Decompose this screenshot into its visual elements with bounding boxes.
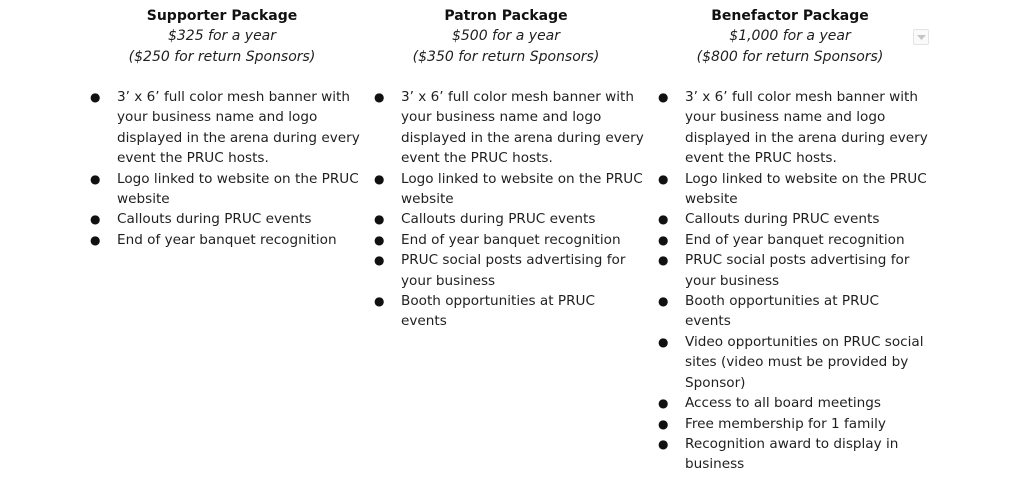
benefit-text: 3’ x 6’ full color mesh banner with your business name and logo displayed in the arena during every event the PRUC hosts. xyxy=(685,89,928,167)
list-item xyxy=(80,169,364,210)
list-item xyxy=(648,332,932,393)
package-return-price: ($250 for return Sponsors) xyxy=(128,48,316,65)
package-return-price: ($350 for return Sponsors) xyxy=(412,48,600,65)
benefit-text: End of year banquet recognition xyxy=(117,231,337,248)
bullet-icon: ● xyxy=(658,396,669,411)
benefit-text: PRUC social posts advertising for your business xyxy=(685,252,910,289)
bullet-icon: ● xyxy=(90,232,101,247)
package-title: Supporter Package xyxy=(146,8,298,24)
benefit-text: PRUC social posts advertising for your business xyxy=(401,252,626,289)
package-column-supporter xyxy=(80,6,364,250)
bullet-icon: ● xyxy=(374,232,385,247)
benefit-text: Video opportunities on PRUC social sites (video must be provided by Sponsor) xyxy=(685,333,924,391)
list-item xyxy=(364,250,648,291)
benefit-text: Booth opportunities at PRUC events xyxy=(685,293,879,330)
bullet-icon: ● xyxy=(374,294,385,309)
bullet-icon: ● xyxy=(374,90,385,104)
bullet-icon: ● xyxy=(90,90,101,104)
blank-line xyxy=(648,67,932,87)
list-item xyxy=(80,230,364,250)
bullet-icon: ● xyxy=(658,436,669,451)
bullet-icon: ● xyxy=(658,334,669,349)
benefit-text: Recognition award to display in business xyxy=(685,435,899,473)
benefit-text: Callouts during PRUC events xyxy=(117,211,312,228)
benefits-list xyxy=(80,87,364,250)
bullet-icon: ● xyxy=(658,416,669,431)
list-item xyxy=(80,209,364,229)
benefit-text: Callouts during PRUC events xyxy=(401,211,596,228)
list-item xyxy=(364,209,648,229)
list-item xyxy=(80,87,364,169)
list-item xyxy=(648,169,932,210)
bullet-icon: ● xyxy=(90,212,101,227)
list-item xyxy=(648,209,932,229)
list-item xyxy=(648,393,932,413)
bullet-icon: ● xyxy=(658,294,669,309)
package-price: $325 for a year xyxy=(167,28,277,44)
package-price: $1,000 for a year xyxy=(729,28,851,44)
benefit-text: Free membership for 1 family xyxy=(685,415,886,432)
bullet-icon: ● xyxy=(374,212,385,227)
package-column-patron xyxy=(364,6,648,332)
list-item xyxy=(648,250,932,291)
bullet-icon: ● xyxy=(90,171,101,186)
list-item xyxy=(648,87,932,169)
list-item xyxy=(648,414,932,434)
chevron-down-icon xyxy=(917,35,926,40)
list-item xyxy=(648,291,932,332)
package-price: $500 for a year xyxy=(451,28,561,44)
list-item xyxy=(364,291,648,332)
benefit-text: Logo linked to website on the PRUC website xyxy=(401,170,643,208)
package-title: Patron Package xyxy=(444,8,568,24)
bullet-icon: ● xyxy=(658,90,669,104)
benefit-text: End of year banquet recognition xyxy=(401,231,621,248)
benefit-text: 3’ x 6’ full color mesh banner with your business name and logo displayed in the arena during every event the PRUC hosts. xyxy=(401,89,644,167)
list-item xyxy=(648,434,932,475)
list-item xyxy=(364,230,648,250)
benefits-list xyxy=(648,87,932,475)
benefit-text: Access to all board meetings xyxy=(685,395,882,412)
blank-line xyxy=(80,67,364,87)
blank-line xyxy=(364,67,648,87)
bullet-icon: ● xyxy=(374,171,385,186)
benefit-text: Callouts during PRUC events xyxy=(685,211,880,228)
package-title: Benefactor Package xyxy=(711,8,869,24)
list-item xyxy=(364,169,648,210)
benefits-list xyxy=(364,87,648,332)
list-item xyxy=(364,87,648,169)
bullet-icon: ● xyxy=(658,253,669,268)
bullet-icon: ● xyxy=(374,253,385,268)
bullet-icon: ● xyxy=(658,212,669,227)
package-column-benefactor xyxy=(648,6,932,475)
package-return-price: ($800 for return Sponsors) xyxy=(696,48,884,65)
benefit-text: Logo linked to website on the PRUC website xyxy=(685,170,927,208)
list-item xyxy=(648,230,932,250)
dropdown-toggle-button[interactable] xyxy=(913,29,929,45)
bullet-icon: ● xyxy=(658,232,669,247)
benefit-text: End of year banquet recognition xyxy=(685,231,905,248)
benefit-text: Logo linked to website on the PRUC website xyxy=(117,170,359,208)
benefit-text: 3’ x 6’ full color mesh banner with your business name and logo displayed in the arena during every event the PRUC hosts. xyxy=(117,89,360,167)
benefit-text: Booth opportunities at PRUC events xyxy=(401,293,595,330)
bullet-icon: ● xyxy=(658,171,669,186)
